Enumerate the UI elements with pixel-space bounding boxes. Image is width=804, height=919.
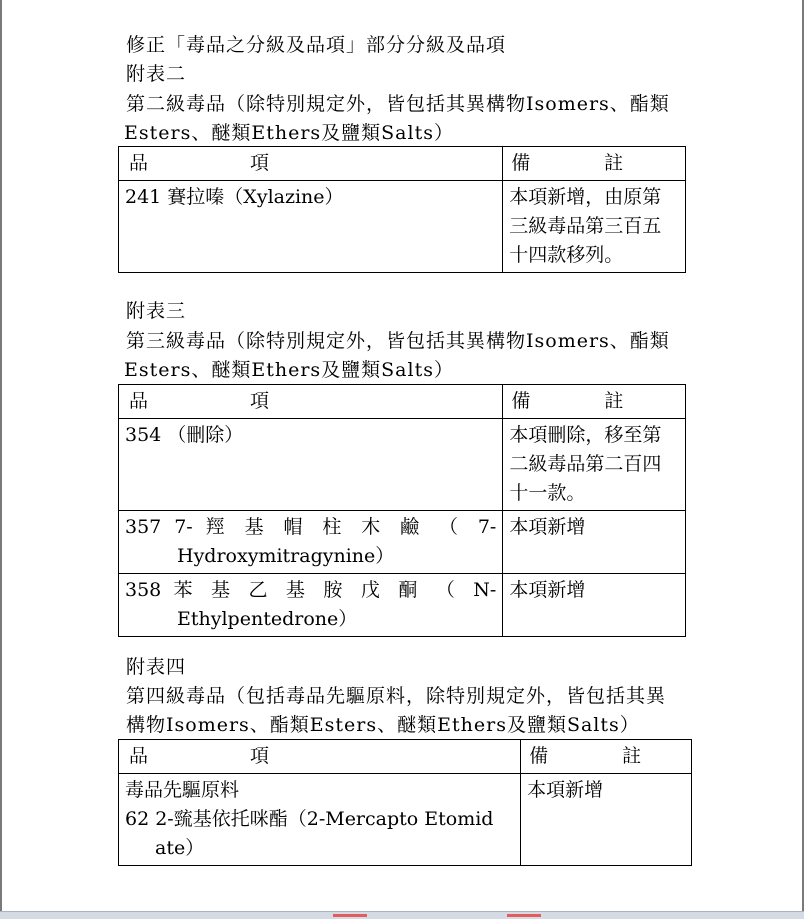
viewer-bottom-bar	[0, 911, 804, 919]
note-line: 二級毒品第二百四	[509, 453, 662, 475]
item-line: 毒品先驅原料	[125, 779, 240, 801]
table-row	[119, 574, 686, 637]
drug-table-schedule-3	[118, 384, 686, 637]
page-indicator-mark	[333, 914, 367, 917]
item-cell	[119, 774, 521, 866]
col-header-note-char1: 備	[529, 745, 549, 767]
col-header-item	[119, 147, 503, 181]
note-line: 本項新增，由原第	[509, 186, 662, 208]
section-heading-appendix-2: 附表二	[126, 63, 187, 85]
section-intro-line1: 第二級毒品（除特別規定外，皆包括其異構物Isomers、酯類	[126, 93, 670, 115]
col-header-note-char1: 備	[511, 390, 531, 412]
col-header-note-char2: 註	[604, 152, 624, 174]
item-line-continuation: Hydroxymitragynine）	[177, 545, 395, 567]
note-cell	[503, 574, 686, 637]
note-cell	[503, 181, 686, 273]
item-line-continuation: Ethylpentedrone）	[177, 608, 358, 630]
col-header-note-char2: 註	[604, 390, 624, 412]
item-line-continuation: ate）	[155, 837, 205, 859]
section-intro-line2: Esters、醚類Ethers及鹽類Salts）	[124, 359, 454, 381]
note-line: 本項新增	[527, 779, 604, 801]
col-header-item-char2: 項	[249, 745, 269, 767]
col-header-note-char1: 備	[511, 152, 531, 174]
col-header-item-char1: 品	[129, 152, 149, 174]
table-row	[119, 511, 686, 574]
drug-table-schedule-4	[118, 739, 692, 866]
note-line: 本項刪除，移至第	[509, 424, 662, 446]
col-header-item	[119, 385, 503, 419]
section-heading-appendix-4: 附表四	[126, 656, 187, 678]
table-header-row	[119, 740, 692, 774]
drug-table-schedule-2	[118, 146, 686, 273]
note-cell	[521, 774, 692, 866]
col-header-item	[119, 740, 521, 774]
item-cell	[119, 419, 503, 511]
col-header-note-char2: 註	[622, 745, 642, 767]
item-cell	[119, 511, 503, 574]
section-intro-line1: 第三級毒品（除特別規定外，皆包括其異構物Isomers、酯類	[126, 330, 670, 352]
col-header-note	[503, 385, 686, 419]
note-line: 三級毒品第三百五	[509, 215, 662, 237]
note-cell	[503, 511, 686, 574]
section-heading-appendix-3: 附表三	[126, 300, 187, 322]
note-line: 本項新增	[509, 516, 586, 538]
note-cell	[503, 419, 686, 511]
item-line: 354 （刪除）	[125, 424, 244, 446]
page-edge-left	[0, 0, 2, 919]
section-intro-line2: Esters、醚類Ethers及鹽類Salts）	[124, 122, 454, 144]
item-line: 241 賽拉嗪（Xylazine）	[125, 186, 344, 208]
item-line: 358 苯 基 乙 基 胺 戊 酮 （ N-	[125, 579, 497, 601]
table-row	[119, 181, 686, 273]
note-line: 本項新增	[509, 579, 586, 601]
section-intro-line1: 第四級毒品（包括毒品先驅原料，除特別規定外，皆包括其異	[126, 685, 667, 707]
item-cell	[119, 574, 503, 637]
col-header-item-char2: 項	[249, 390, 269, 412]
col-header-note	[503, 147, 686, 181]
col-header-item-char1: 品	[129, 745, 149, 767]
page-indicator-mark	[507, 914, 541, 917]
item-line: 62 2-巰基依托咪酯（2-Mercapto Etomid	[125, 808, 494, 830]
note-line: 十四款移列。	[509, 244, 624, 266]
col-header-item-char1: 品	[129, 390, 149, 412]
col-header-item-char2: 項	[249, 152, 269, 174]
section-intro-line2: 構物Isomers、酯類Esters、醚類Ethers及鹽類Salts）	[126, 714, 640, 736]
item-line: 357 7- 羥 基 帽 柱 木 鹼 （ 7-	[125, 516, 497, 538]
table-row	[119, 774, 692, 866]
document-title: 修正「毒品之分級及品項」部分分級及品項	[126, 34, 507, 56]
note-line: 十一款。	[509, 482, 586, 504]
table-row	[119, 419, 686, 511]
col-header-note	[521, 740, 692, 774]
item-cell	[119, 181, 503, 273]
table-header-row	[119, 385, 686, 419]
table-header-row	[119, 147, 686, 181]
